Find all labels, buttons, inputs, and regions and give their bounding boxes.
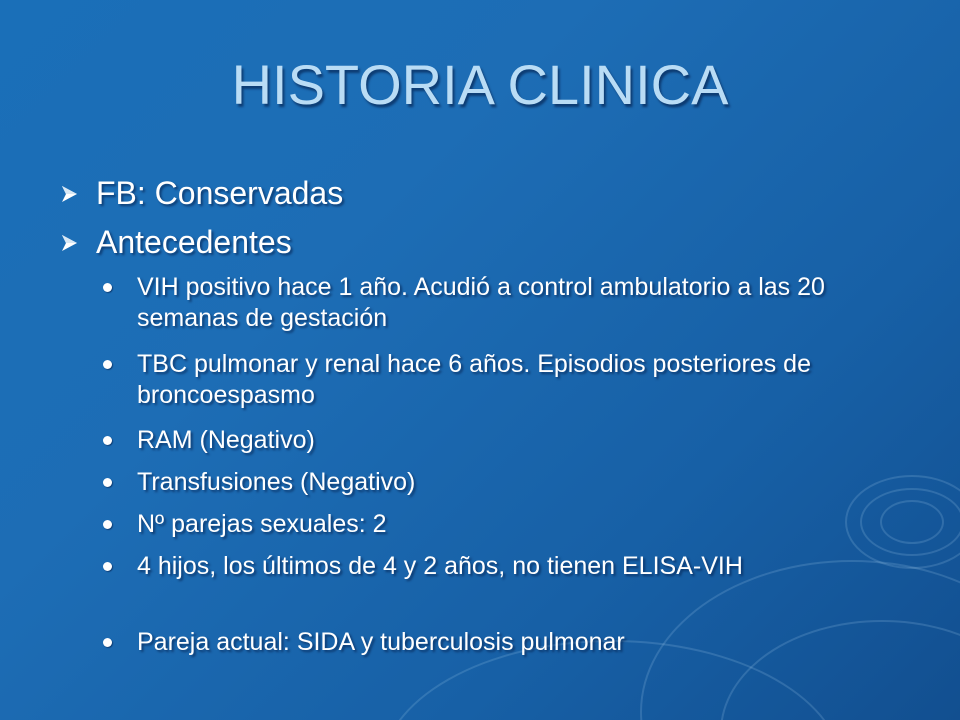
sub-bullet-text: Pareja actual: SIDA y tuberculosis pulmonar bbox=[137, 628, 625, 656]
arrow-bullet-icon bbox=[60, 234, 78, 252]
dot-bullet-icon bbox=[103, 436, 112, 445]
dot-bullet-icon bbox=[103, 520, 112, 529]
bullet-label: FB: Conservadas bbox=[96, 175, 344, 211]
sub-bullet-text: VIH positivo hace 1 año. Acudió a control ambulatorio a las 20 semanas de gestación bbox=[137, 273, 825, 332]
sub-bullet-text: Nº parejas sexuales: 2 bbox=[137, 510, 387, 538]
sub-bullet-text: 4 hijos, los últimos de 4 y 2 años, no tienen ELISA-VIH bbox=[137, 552, 743, 580]
slide-title: HISTORIA CLINICA bbox=[231, 53, 729, 116]
dot-bullet-icon bbox=[103, 638, 112, 647]
sub-bullet-text: Transfusiones (Negativo) bbox=[137, 468, 416, 496]
arrow-bullet-icon bbox=[60, 185, 78, 203]
dot-bullet-icon bbox=[103, 478, 112, 487]
dot-bullet-icon bbox=[103, 360, 112, 369]
sub-bullet-text: TBC pulmonar y renal hace 6 años. Episodios posteriores de broncoespasmo bbox=[137, 350, 811, 409]
dot-bullet-icon bbox=[103, 562, 112, 571]
bullet-label: Antecedentes bbox=[96, 224, 292, 260]
sub-bullet-text: RAM (Negativo) bbox=[137, 426, 315, 454]
dot-bullet-icon bbox=[103, 283, 112, 292]
